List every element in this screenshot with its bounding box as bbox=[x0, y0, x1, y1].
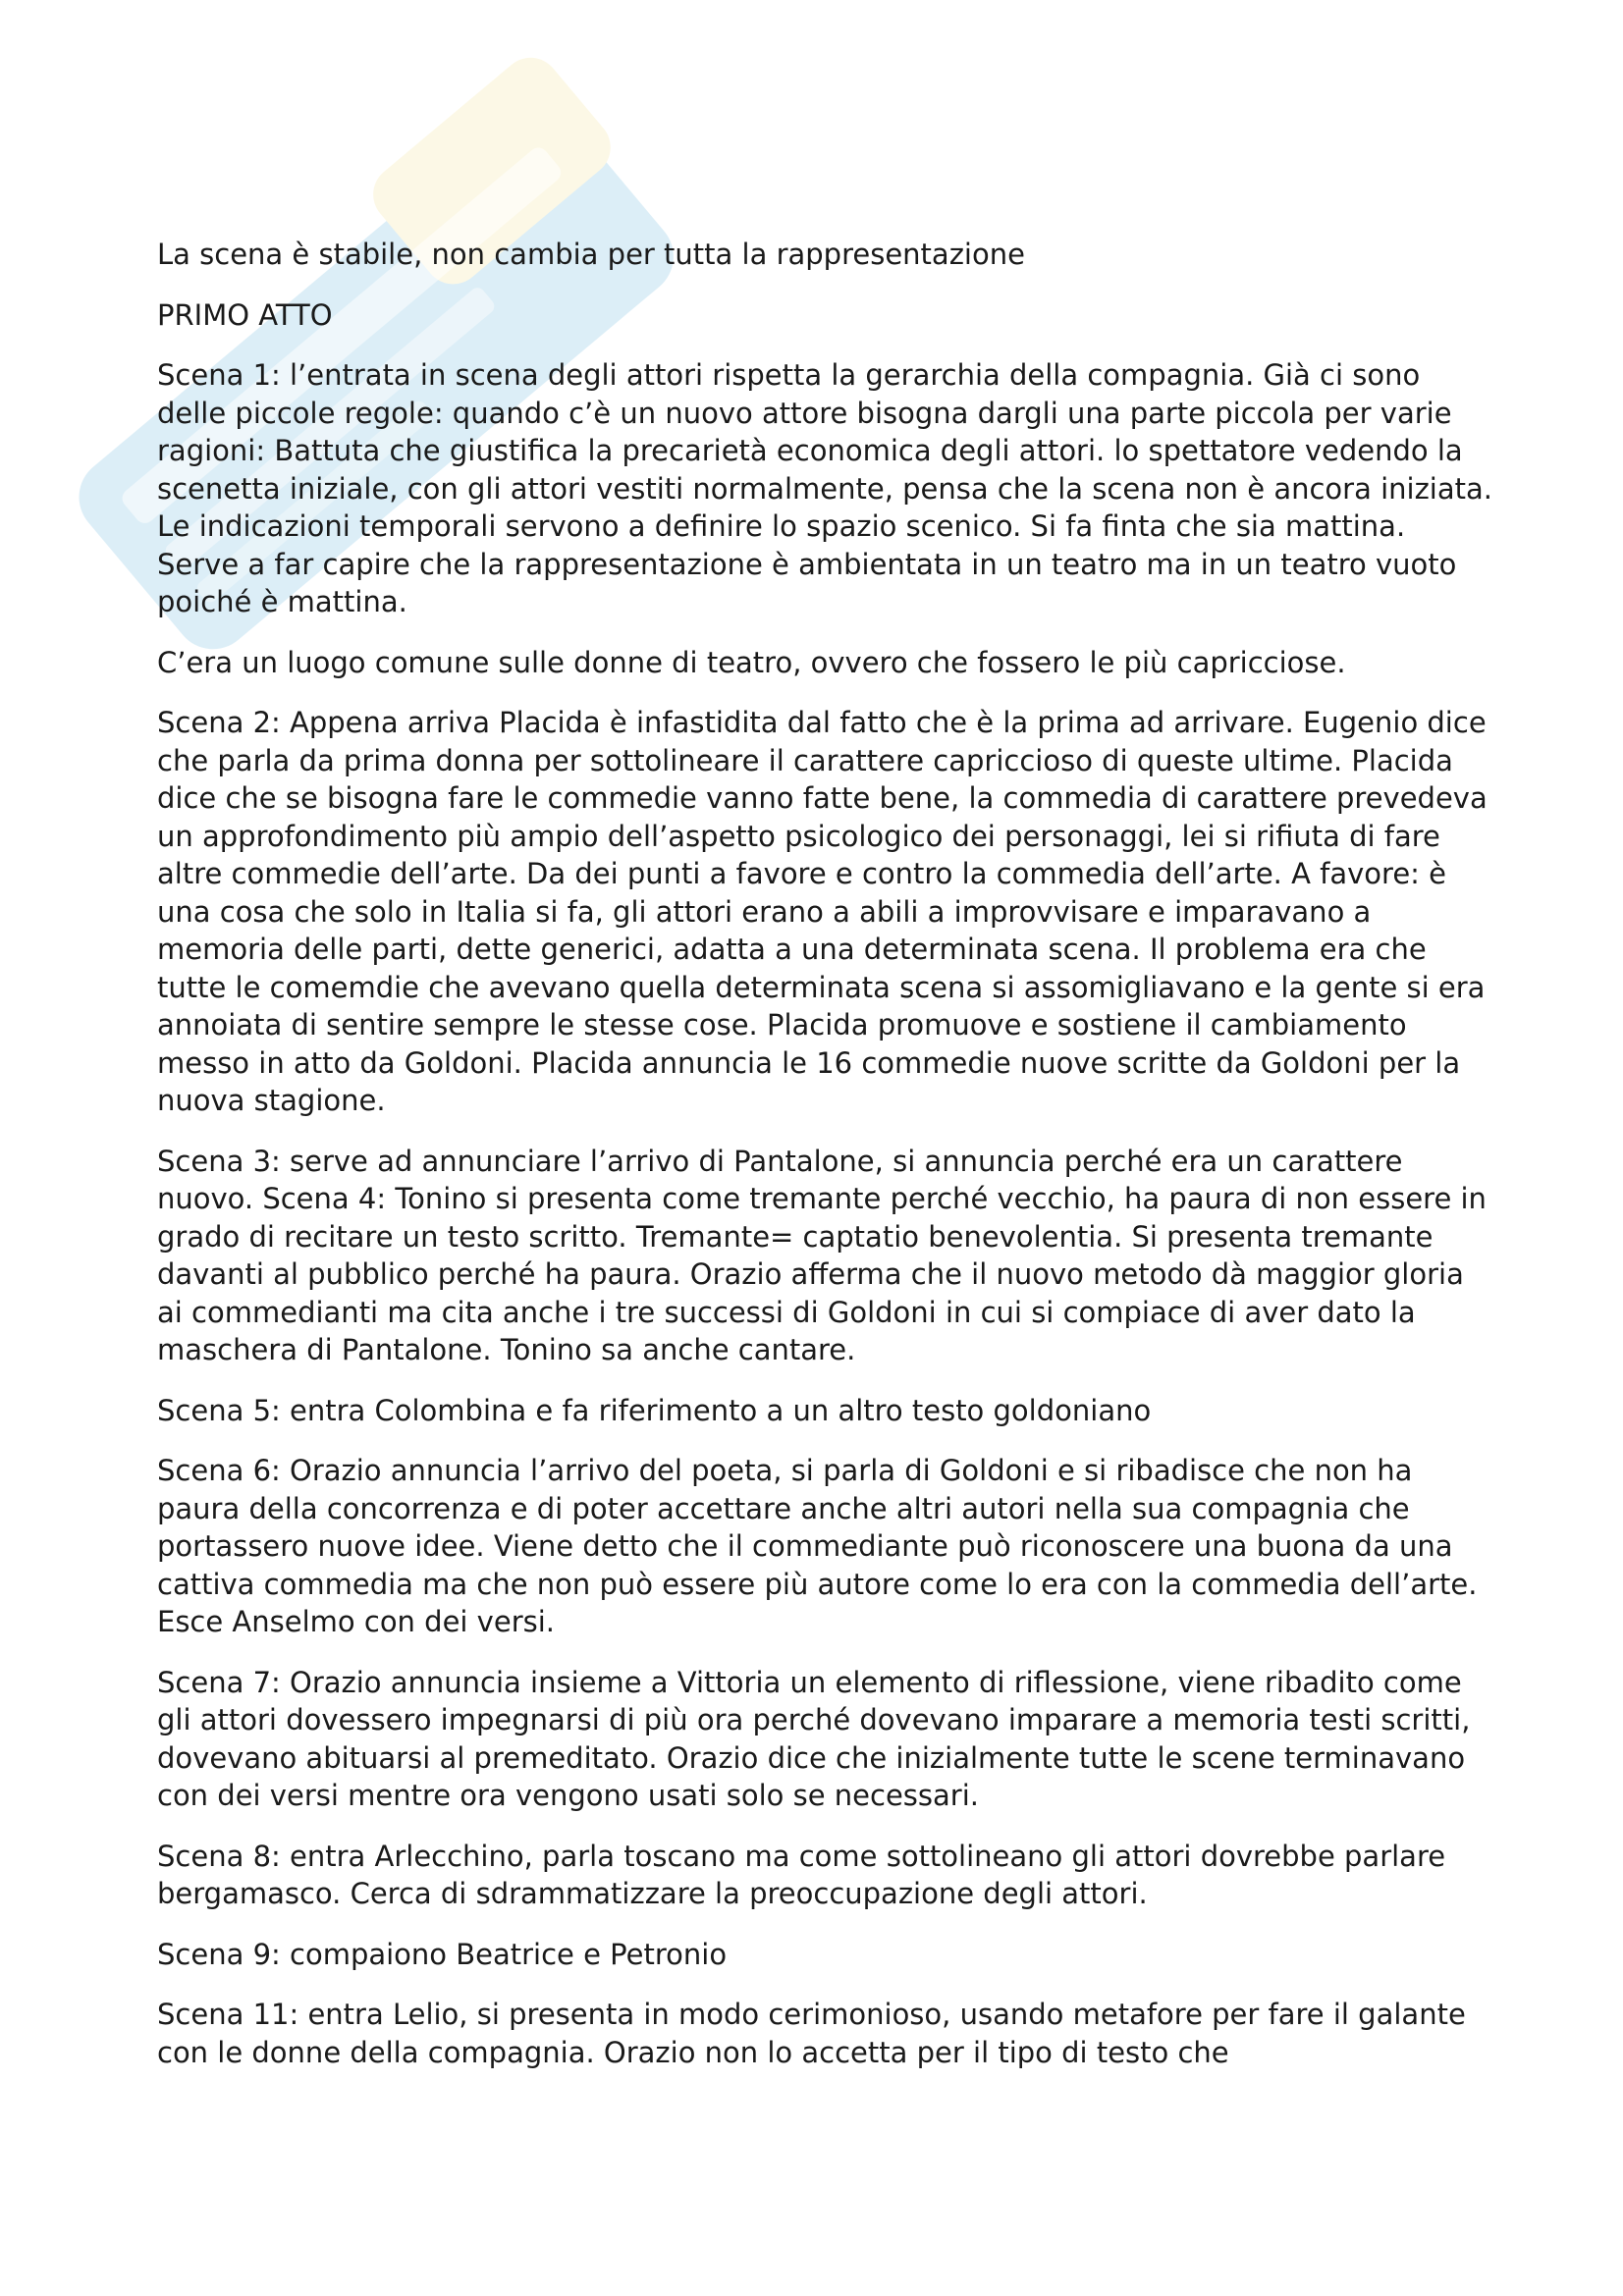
paragraph-luogo-comune: C’era un luogo comune sulle donne di teatro, ovvero che fossero le più capricciose. bbox=[157, 645, 1346, 679]
paragraph-scena-7: Scena 7: Orazio annuncia insieme a Vittoria un elemento di riflessione, viene ribadito come gli attori dovessero impegnarsi di più ora perché dovevano imparare a memoria testi scritti, dovevano abituarsi al premeditato. Orazio dice che inizialmente tutte le scene terminavano con dei versi mentre ora vengono usati solo se necessari. bbox=[157, 1665, 1471, 1812]
paragraph-scena-2: Scena 2: Appena arriva Placida è infastidita dal fatto che è la prima ad arrivare. Eugenio dice che parla da prima donna per sottolineare il carattere capriccioso di queste ultime. Placida dice che se bisogna fare le commedie vanno fatte bene, la commedia di carattere prevedeva un approfondimento più ampio dell’aspetto psicologico dei personaggi, lei si rifiuta di fare altre commedie dell’arte. Da dei punti a favore e contro la commedia dell’arte. A favore: è una cosa che solo in Italia si fa, gli attori erano a abili a improvvisare e imparavano a memoria delle parti, dette generici, adatta a una determinata scena. Il problema era che tutte le comemdie che avevano quella determinata scena si assomigliavano e la gente si era annoiata di sentire sempre le stesse cose. Placida promuove e sostiene il cambiamento messo in atto da Goldoni. Placida annuncia le 16 commedie nuove scritte da Goldoni per la nuova stagione. bbox=[157, 706, 1488, 1117]
paragraph-scena-5: Scena 5: entra Colombina e fa riferimento a un altro testo goldoniano bbox=[157, 1393, 1152, 1427]
paragraph-scena-6: Scena 6: Orazio annuncia l’arrivo del poeta, si parla di Goldoni e si ribadisce che non ha paura della concorrenza e di poter accettare anche altri autori nella sua compagnia che portassero nuove idee. Viene detto che il commediante può riconoscere una buona da una cattiva commedia ma che non può essere più autore come lo era con la commedia dell’arte. Esce Anselmo con dei versi. bbox=[157, 1454, 1478, 1638]
paragraph-scena-1: Scena 1: l’entrata in scena degli attori rispetta la gerarchia della compagnia. Già ci sono delle piccole regole: quando c’è un nuovo attore bisogna dargli una parte piccola per varie ragioni: Battuta che giustifica la precarietà economica degli attori. lo spettatore vedendo la scenetta iniziale, con gli attori vestiti normalmente, pensa che la scena non è ancora iniziata. Le indicazioni temporali servono a definire lo spazio scenico. Si fa finta che sia mattina. Serve a far capire che la rappresentazione è ambientata in un teatro ma in un teatro vuoto poiché è mattina. bbox=[157, 358, 1492, 618]
paragraph-scena-9: Scena 9: compaiono Beatrice e Petronio bbox=[157, 1937, 728, 1971]
paragraph-scena-3-4: Scena 3: serve ad annunciare l’arrivo di Pantalone, si annuncia perché era un carattere nuovo. Scena 4: Tonino si presenta come tremante perché vecchio, ha paura di non essere in grado di recitare un testo scritto. Tremante= captatio benevolentia. Si presenta tremante davanti al pubblico perché ha paura. Orazio afferma che il nuovo metodo dà maggior gloria ai commedianti ma cita anche i tre successi di Goldoni in cui si compiace di aver dato la maschera di Pantalone. Tonino sa anche cantare. bbox=[157, 1144, 1487, 1366]
act-heading: PRIMO ATTO bbox=[157, 297, 333, 332]
paragraph-intro: La scena è stabile, non cambia per tutta la rappresentazione bbox=[157, 238, 1025, 271]
document-body bbox=[157, 236, 1492, 2094]
paragraph-scena-8: Scena 8: entra Arlecchino, parla toscano ma come sottolineano gli attori dovrebbe parlare bergamasco. Cerca di sdrammatizzare la preoccupazione degli attori. bbox=[157, 1839, 1446, 1910]
paragraph-scena-11: Scena 11: entra Lelio, si presenta in modo cerimonioso, usando metafore per fare il galante con le donne della compagnia. Orazio non lo accetta per il tipo di testo che bbox=[157, 1998, 1466, 2069]
